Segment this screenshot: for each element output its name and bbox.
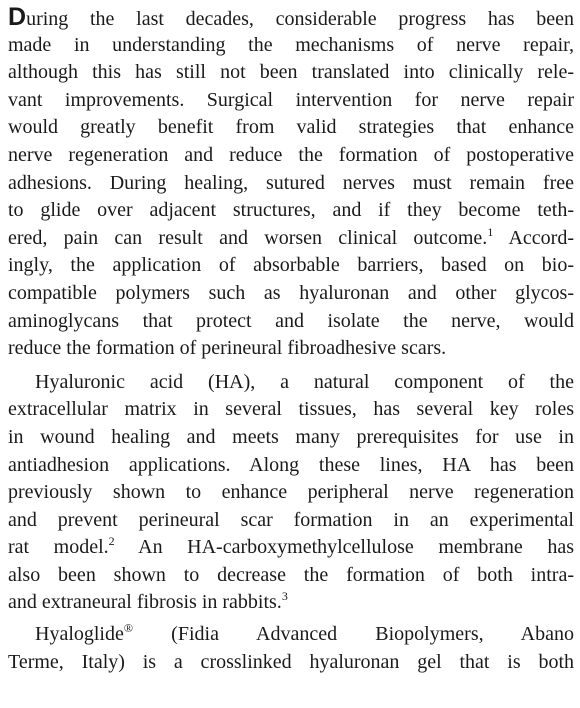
text-line: ingly, the application of absorbable barriers, based on bio-: [8, 254, 574, 277]
text-line: would greatly benefit from valid strategies that enhance: [8, 116, 574, 139]
text-line: also been shown to decrease the formation of both intra-: [8, 563, 574, 586]
registered-mark: ®: [123, 621, 133, 636]
text-line: adhesions. During healing, sutured nerves must remain free: [8, 171, 574, 194]
text-line: extracellular matrix in several tissues, has several key roles: [8, 398, 574, 421]
text-line: compatible polymers such as hyaluronan and other glycos-: [8, 281, 574, 304]
text-line: rat model.$^2$ An HA-carboxymethylcellulose membrane has: [8, 534, 574, 559]
reference-superscript: 2: [108, 534, 115, 549]
text-line: previously shown to enhance peripheral nerve regeneration: [8, 481, 574, 504]
text-line: and extraneural fibrosis in rabbits.$^3$: [8, 589, 288, 614]
text-line: Hyaluronic acid (HA), a natural component of the: [35, 370, 574, 393]
text-line: ered, pain can result and worsen clinical outcome.$^1$ Accord-: [8, 224, 574, 249]
text-line: and prevent perineural scar formation in an experimental: [8, 508, 574, 531]
text-line: Hyaloglide® (Fidia Advanced Biopolymers, Abano: [35, 621, 574, 646]
article-body: [8, 4, 574, 676]
text-line: antiadhesion applications. Along these lines, HA has been: [8, 453, 574, 476]
text-line: Terme, Italy) is a crosslinked hyaluronan gel that is both: [8, 650, 574, 673]
text-line: to glide over adjacent structures, and if they become teth-: [8, 199, 574, 222]
reference-superscript: 3: [281, 589, 288, 604]
reference-superscript: 1: [487, 224, 494, 239]
text-line: aminoglycans that protect and isolate the nerve, would: [8, 309, 574, 332]
text-line: During the last decades, considerable progress has been: [8, 3, 574, 31]
paragraph-2: [8, 369, 574, 617]
text-line: nerve regeneration and reduce the formation of postoperative: [8, 143, 574, 166]
text-line: in wound healing and meets many prerequisites for use in: [8, 425, 574, 448]
paragraph-1: [8, 4, 574, 363]
text-line: although this has still not been translated into clinically rele-: [8, 61, 574, 84]
text-line: made in understanding the mechanisms of nerve repair,: [8, 33, 574, 56]
text-line: vant improvements. Surgical intervention for nerve repair: [8, 88, 574, 111]
drop-cap: D: [8, 3, 27, 31]
paragraph-3: [8, 621, 574, 676]
text-line: reduce the formation of perineural fibroadhesive scars.: [8, 337, 447, 360]
